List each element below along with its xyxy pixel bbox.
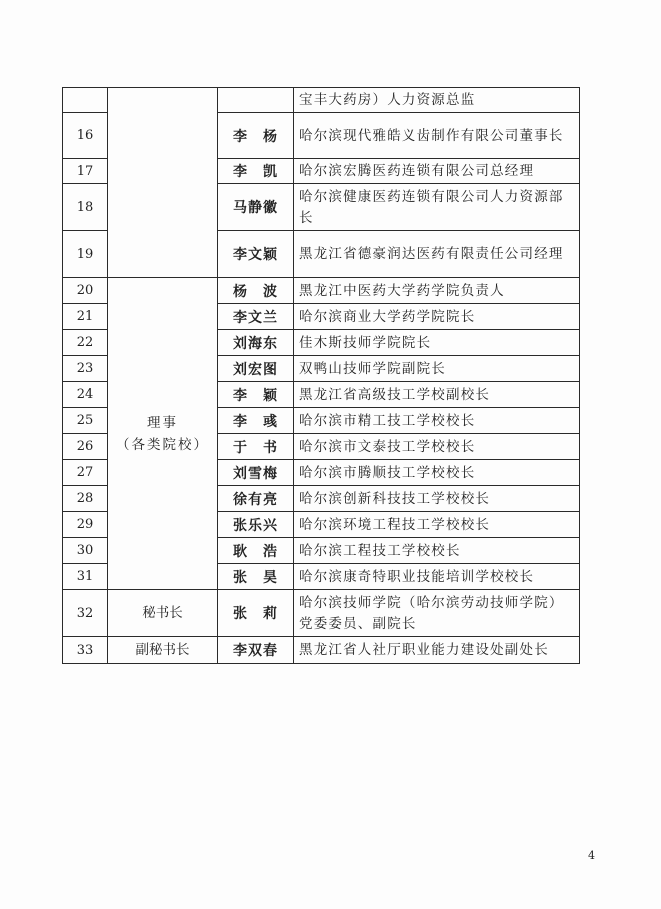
number-cell: 20 bbox=[63, 278, 108, 304]
role-title: 理事 bbox=[147, 414, 178, 431]
name-cell: 马静徽 bbox=[218, 184, 294, 231]
number-cell: 33 bbox=[63, 637, 108, 664]
number-cell: 27 bbox=[63, 460, 108, 486]
position-cell: 黑龙江省德豪润达医药有限责任公司经理 bbox=[294, 231, 580, 278]
position-cell: 哈尔滨康奇特职业技能培训学校校长 bbox=[294, 564, 580, 590]
name-cell: 耿 浩 bbox=[218, 538, 294, 564]
name-cell: 于 书 bbox=[218, 434, 294, 460]
number-cell: 23 bbox=[63, 356, 108, 382]
position-cell: 佳木斯技师学院院长 bbox=[294, 330, 580, 356]
page-number: 4 bbox=[588, 849, 595, 862]
table-row bbox=[63, 88, 580, 113]
number-cell: 28 bbox=[63, 486, 108, 512]
name-cell: 李 彧 bbox=[218, 408, 294, 434]
name-cell: 刘雪梅 bbox=[218, 460, 294, 486]
number-cell: 17 bbox=[63, 159, 108, 184]
position-cell: 哈尔滨市文泰技工学校校长 bbox=[294, 434, 580, 460]
number-cell: 32 bbox=[63, 590, 108, 637]
number-cell: 29 bbox=[63, 512, 108, 538]
position-cell: 哈尔滨现代雅皓义齿制作有限公司董事长 bbox=[294, 113, 580, 159]
position-cell: 哈尔滨健康医药连锁有限公司人力资源部长 bbox=[294, 184, 580, 231]
role-cell bbox=[108, 278, 218, 590]
position-cell: 哈尔滨市腾顺技工学校校长 bbox=[294, 460, 580, 486]
name-cell: 李 凯 bbox=[218, 159, 294, 184]
number-cell: 21 bbox=[63, 304, 108, 330]
name-cell: 刘海东 bbox=[218, 330, 294, 356]
number-cell: 22 bbox=[63, 330, 108, 356]
name-cell: 李文兰 bbox=[218, 304, 294, 330]
name-cell: 张 莉 bbox=[218, 590, 294, 637]
name-cell: 张 昊 bbox=[218, 564, 294, 590]
number-cell bbox=[63, 88, 108, 113]
position-cell: 黑龙江省高级技工学校副校长 bbox=[294, 382, 580, 408]
position-cell: 哈尔滨市精工技工学校校长 bbox=[294, 408, 580, 434]
name-cell: 杨 波 bbox=[218, 278, 294, 304]
name-cell: 徐有亮 bbox=[218, 486, 294, 512]
position-cell: 哈尔滨技师学院（哈尔滨劳动技师学院）党委委员、副院长 bbox=[294, 590, 580, 637]
member-table bbox=[62, 87, 580, 664]
name-cell: 刘宏图 bbox=[218, 356, 294, 382]
table-row bbox=[63, 278, 580, 304]
position-cell: 哈尔滨商业大学药学院院长 bbox=[294, 304, 580, 330]
role-cell: 副秘书长 bbox=[108, 637, 218, 664]
table-row bbox=[63, 637, 580, 664]
position-cell: 哈尔滨创新科技技工学校校长 bbox=[294, 486, 580, 512]
number-cell: 31 bbox=[63, 564, 108, 590]
position-cell: 黑龙江中医药大学药学院负责人 bbox=[294, 278, 580, 304]
number-cell: 19 bbox=[63, 231, 108, 278]
position-cell: 哈尔滨宏腾医药连锁有限公司总经理 bbox=[294, 159, 580, 184]
position-cell: 双鸭山技师学院副院长 bbox=[294, 356, 580, 382]
role-cell: 秘书长 bbox=[108, 590, 218, 637]
table-row bbox=[63, 590, 580, 637]
position-cell: 黑龙江省人社厅职业能力建设处副处长 bbox=[294, 637, 580, 664]
position-cell: 哈尔滨工程技工学校校长 bbox=[294, 538, 580, 564]
name-cell: 李双春 bbox=[218, 637, 294, 664]
name-cell: 李文颖 bbox=[218, 231, 294, 278]
number-cell: 16 bbox=[63, 113, 108, 159]
number-cell: 26 bbox=[63, 434, 108, 460]
number-cell: 25 bbox=[63, 408, 108, 434]
position-cell: 哈尔滨环境工程技工学校校长 bbox=[294, 512, 580, 538]
number-cell: 18 bbox=[63, 184, 108, 231]
role-cell bbox=[108, 88, 218, 278]
position-cell: 宝丰大药房）人力资源总监 bbox=[294, 88, 580, 113]
number-cell: 30 bbox=[63, 538, 108, 564]
name-cell bbox=[218, 88, 294, 113]
name-cell: 李 颖 bbox=[218, 382, 294, 408]
name-cell: 李 杨 bbox=[218, 113, 294, 159]
number-cell: 24 bbox=[63, 382, 108, 408]
role-subtitle: （各类院校） bbox=[116, 436, 209, 453]
name-cell: 张乐兴 bbox=[218, 512, 294, 538]
